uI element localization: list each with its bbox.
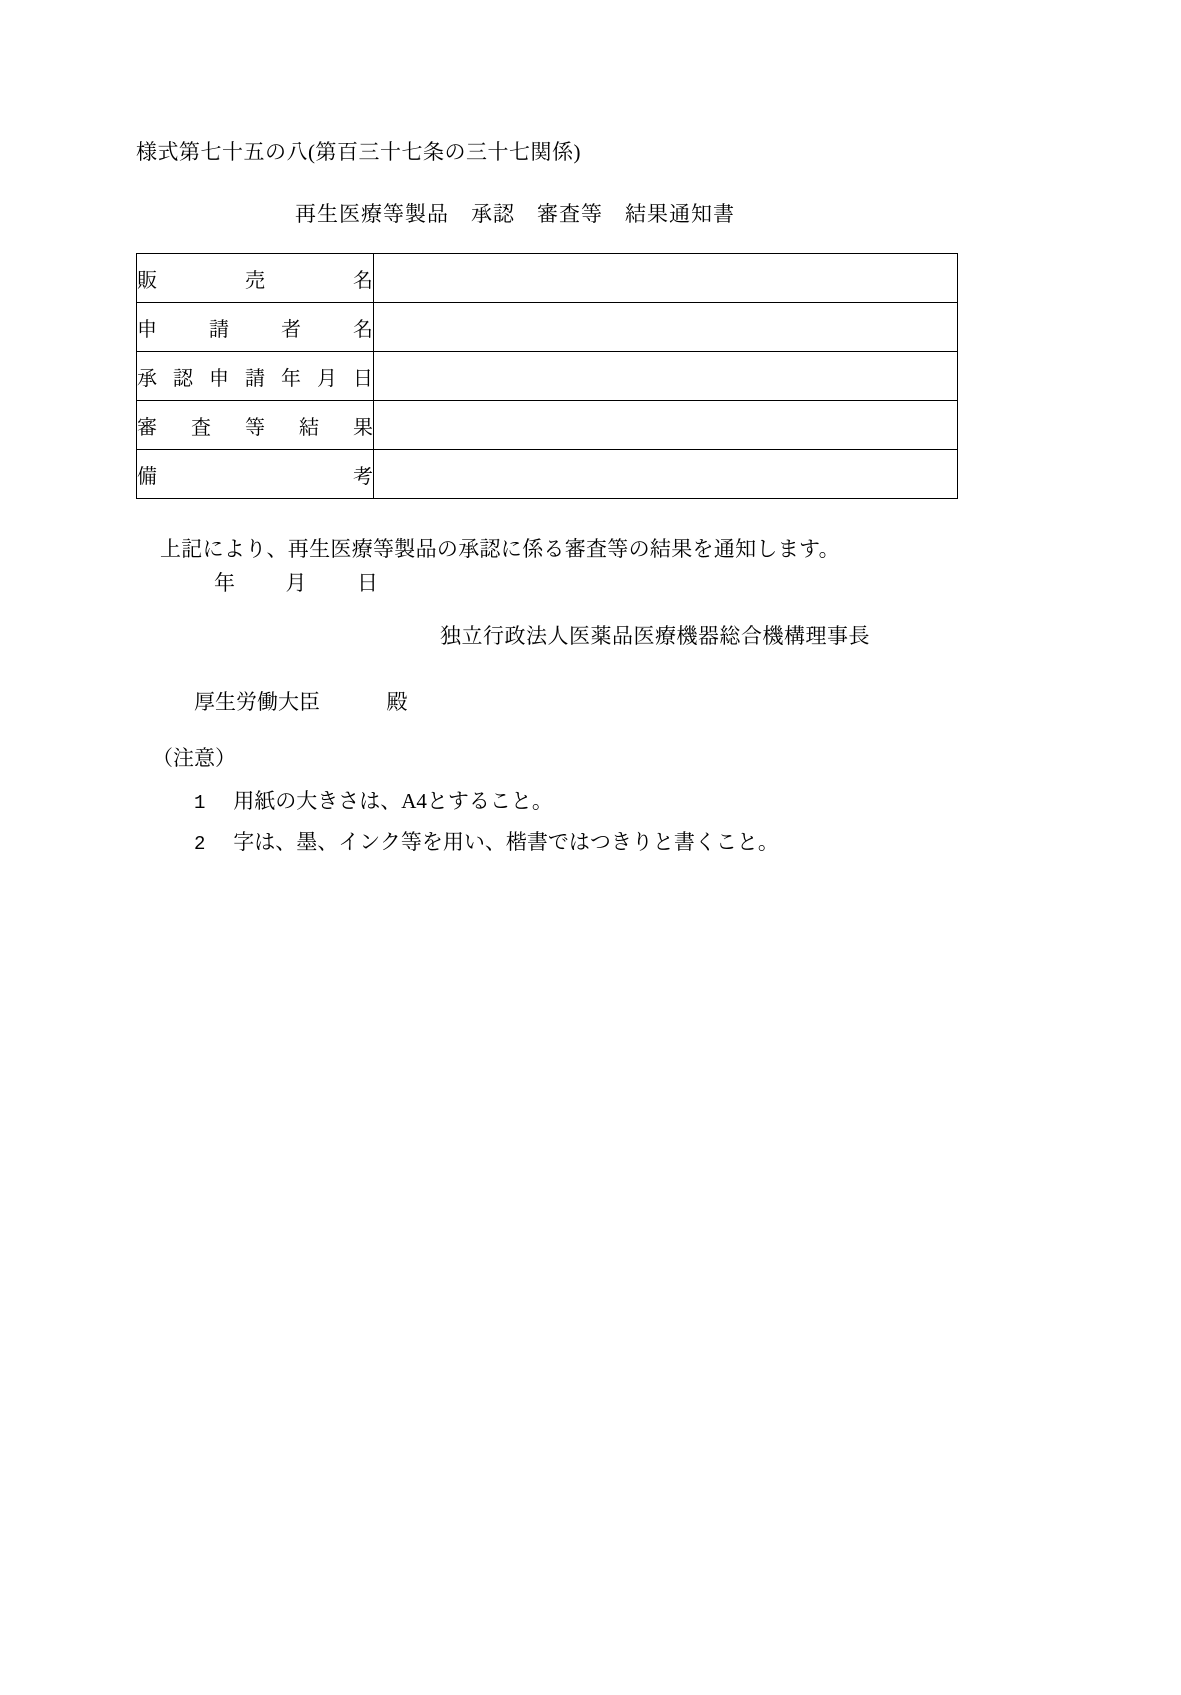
label-char: 等 [245,416,265,439]
row-label-application-date [137,352,374,401]
label-char: 者 [281,318,301,341]
table-row [137,352,958,401]
label-char: 名 [353,318,373,341]
table-row [137,450,958,499]
label-char: 考 [353,465,373,488]
note-text: 字は、墨、インク等を用い、楷書ではつきりと書くこと。 [233,830,779,854]
addressee-name: 厚生労働大臣 [194,690,320,714]
label-char: 申 [137,318,157,341]
row-value-review-result[interactable] [374,401,958,450]
date-month-label: 月 [285,571,307,595]
row-label-applicant-name [137,303,374,352]
page-title: 再生医療等製品 承認 審査等 結果通知書 [295,202,735,226]
label-char: 申 [209,367,229,390]
label-char: 請 [209,318,229,341]
label-char: 備 [137,465,157,488]
date-day-label: 日 [357,571,378,595]
label-char: 査 [191,416,211,439]
note-item [194,826,779,856]
issuer-name: 独立行政法人医薬品医療機器総合機構理事長 [440,624,870,648]
label-char: 承 [137,367,157,390]
row-label-remarks [137,450,374,499]
label-char: 審 [137,416,157,439]
note-number: 1 [194,792,206,814]
table-row [137,303,958,352]
statement-paragraph: 上記により、再生医療等製品の承認に係る審査等の結果を通知します。 [160,537,840,561]
label-char: 請 [245,367,265,390]
row-label-review-result [137,401,374,450]
label-char: 販 [137,269,157,292]
label-char: 果 [353,416,373,439]
addressee [194,686,408,716]
date-year-label: 年 [214,571,235,595]
note-text: 用紙の大きさは、A4とすること。 [233,789,553,813]
label-char: 年 [281,367,301,390]
note-number: 2 [194,833,206,855]
note-item [194,785,553,815]
label-char: 名 [353,269,373,292]
label-char: 結 [299,416,319,439]
notes-heading: （注意） [152,746,236,770]
label-char: 月 [317,367,337,390]
label-char: 日 [353,367,373,390]
label-char: 売 [245,269,265,292]
label-char: 認 [173,367,193,390]
form-number: 様式第七十五の八(第百三十七条の三十七関係) [136,140,581,164]
date-line [214,567,378,597]
row-value-product-name[interactable] [374,254,958,303]
row-label-product-name [137,254,374,303]
table-row [137,254,958,303]
row-value-applicant-name[interactable] [374,303,958,352]
addressee-honorific: 殿 [386,690,408,714]
row-value-application-date[interactable] [374,352,958,401]
approval-result-table [136,253,958,499]
table-row [137,401,958,450]
row-value-remarks[interactable] [374,450,958,499]
